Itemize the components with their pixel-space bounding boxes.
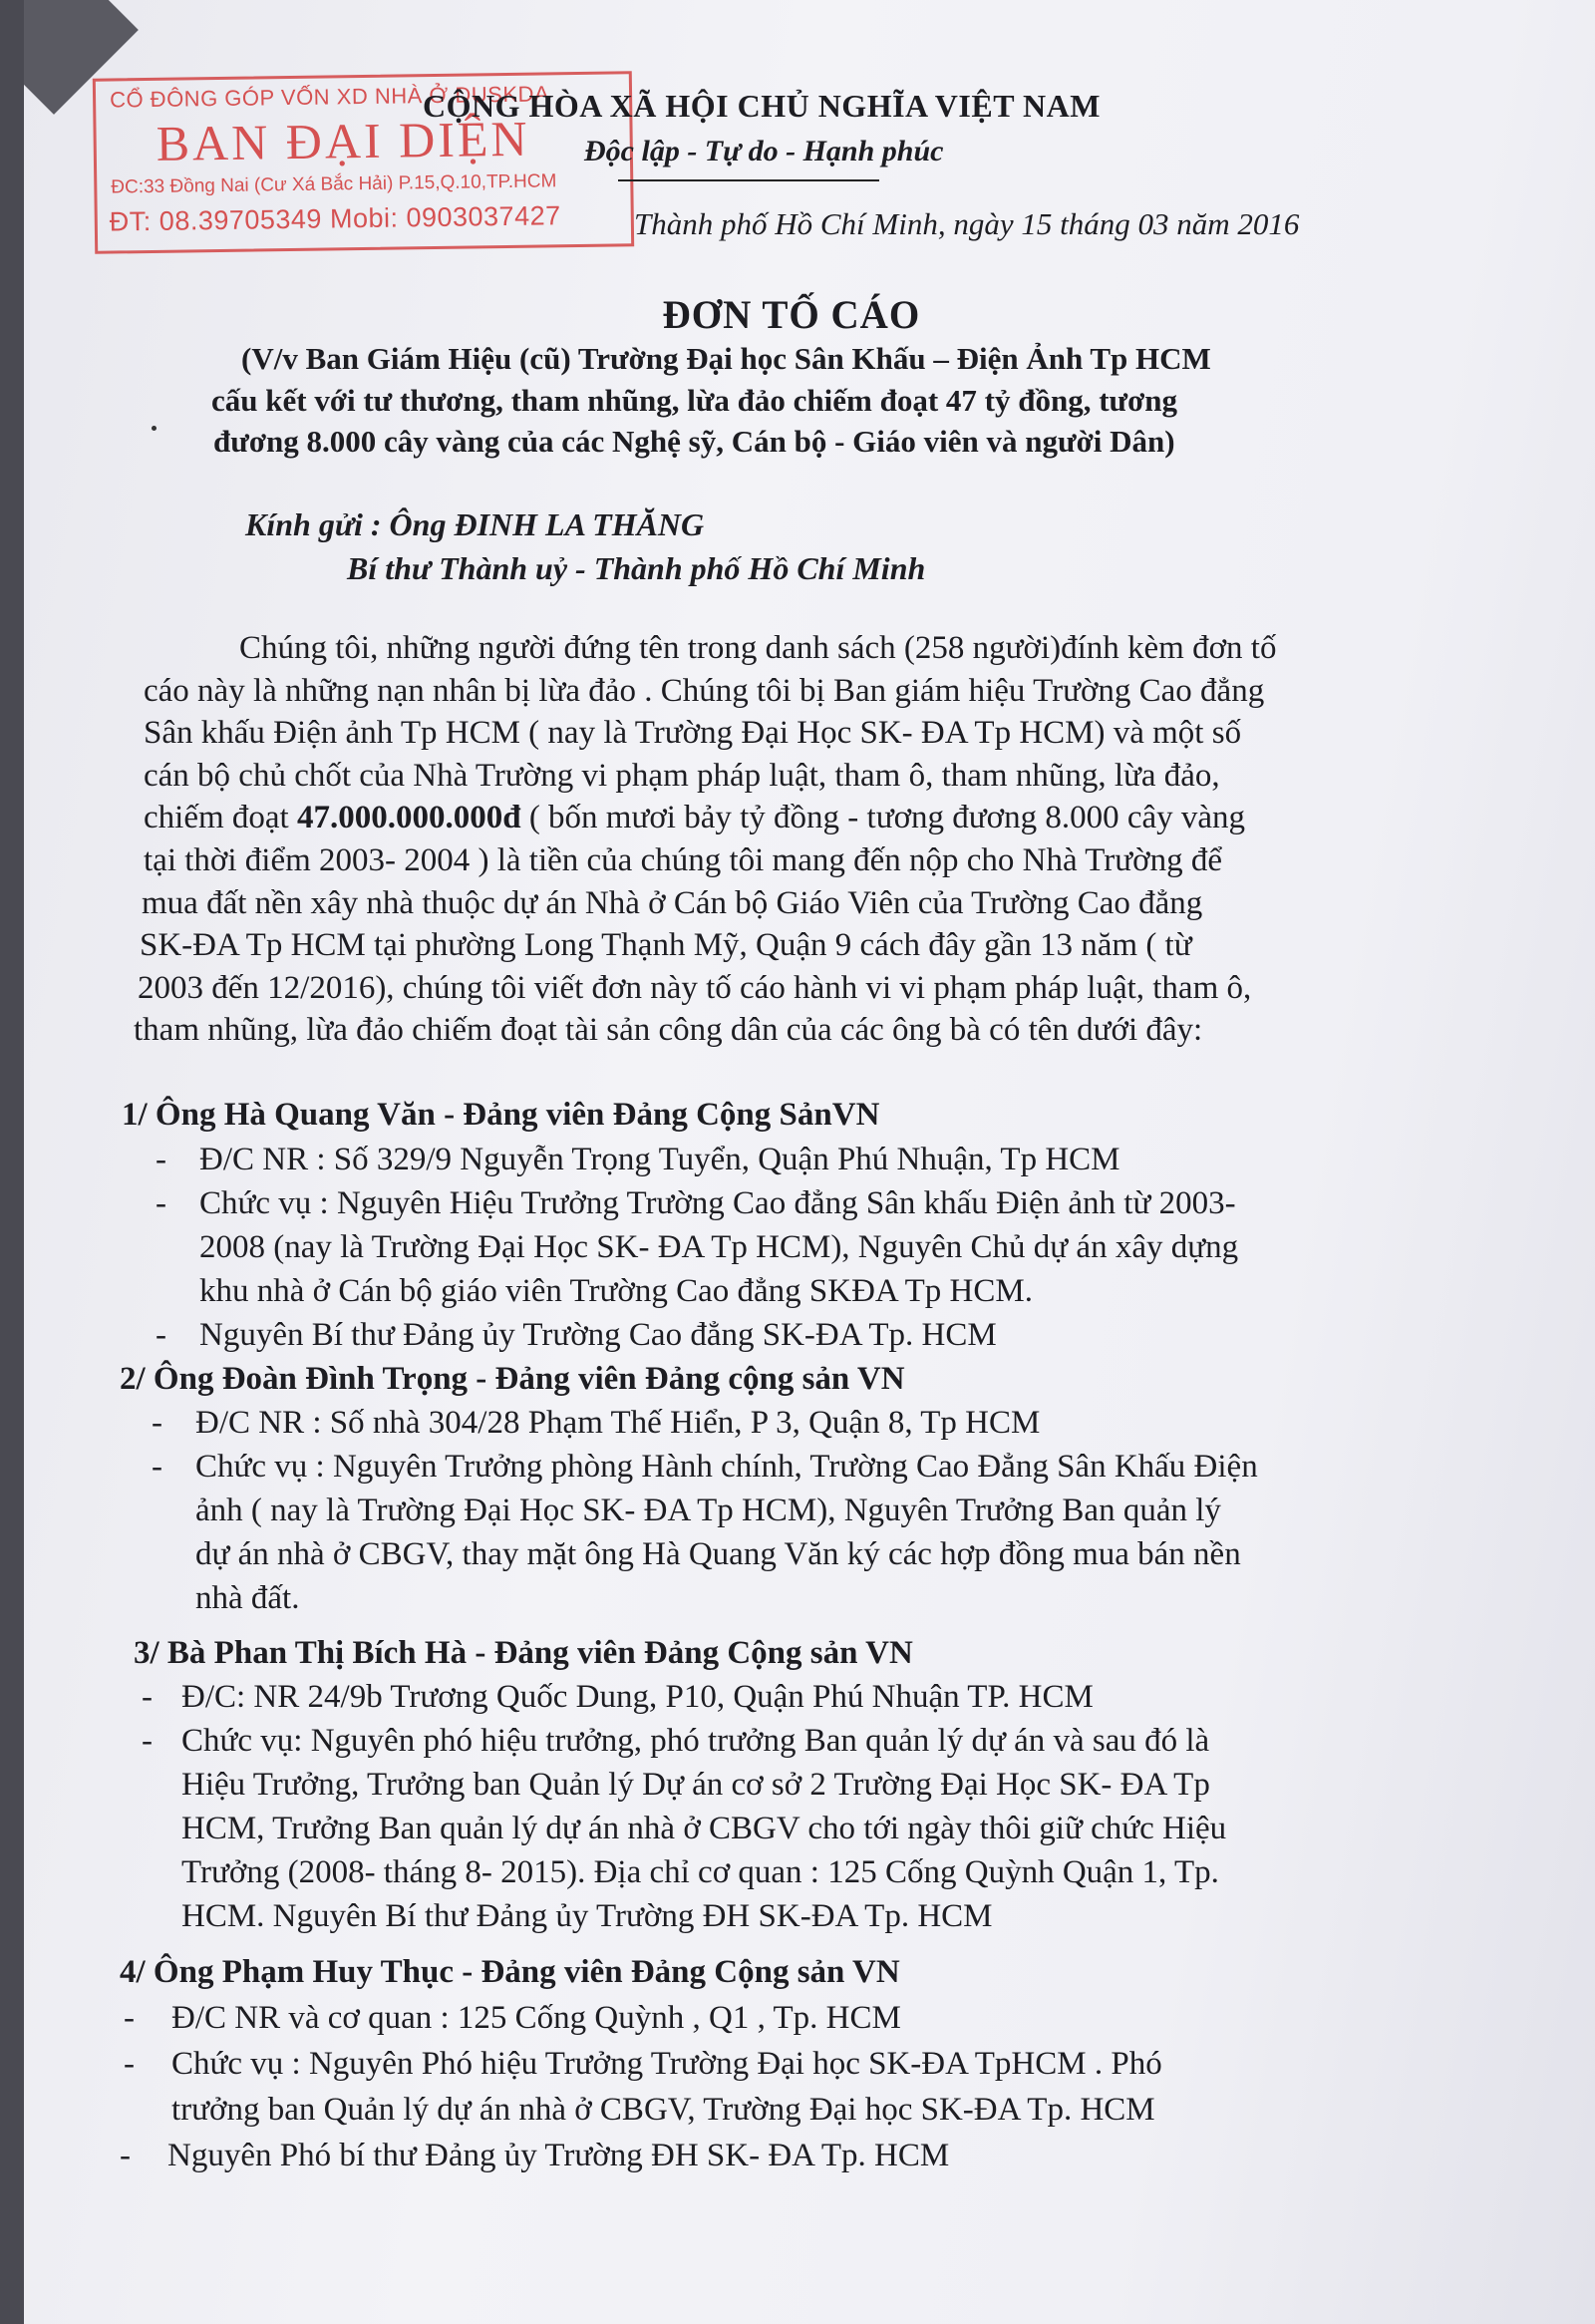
person-detail: Chức vụ : Nguyên Trưởng phòng Hành chính, Trường Cao Đẳng Sân Khấu Điện [195, 1449, 1258, 1485]
national-motto: Độc lập - Tự do - Hạnh phúc [584, 135, 944, 167]
person-detail: Đ/C NR : Số nhà 304/28 Phạm Thế Hiển, P 3, Quận 8, Tp HCM [195, 1405, 1041, 1441]
amount-bold: 47.000.000.000đ [296, 800, 521, 835]
person-detail: Chức vụ: Nguyên phó hiệu trưởng, phó trưởng Ban quản lý dự án và sau đó là [181, 1723, 1210, 1759]
bullet-dash: - [156, 1185, 166, 1221]
bullet-dash: - [156, 1317, 166, 1353]
bullet-dash: - [152, 1449, 162, 1485]
subject-line: đương 8.000 cây vàng của các Nghệ sỹ, Cán bộ - Giáo viên và người Dân) [213, 424, 1175, 459]
person-detail: Đ/C NR và cơ quan : 125 Cống Quỳnh , Q1 , Tp. HCM [171, 2000, 901, 2036]
person-detail: Đ/C NR : Số 329/9 Nguyễn Trọng Tuyển, Quận Phú Nhuận, Tp HCM [199, 1142, 1120, 1177]
person-detail: 2008 (nay là Trường Đại Học SK- ĐA Tp HCM), Nguyên Chủ dự án xây dựng [199, 1229, 1239, 1265]
dateline: Thành phố Hồ Chí Minh, ngày 15 tháng 03 năm 2016 [634, 206, 1300, 241]
body-line: tham nhũng, lừa đảo chiếm đoạt tài sản công dân của các ông bà có tên dưới đây: [134, 1012, 1203, 1048]
person-detail: Chức vụ : Nguyên Phó hiệu Trưởng Trường Đại học SK-ĐA TpHCM . Phó [171, 2046, 1162, 2082]
person-detail: nhà đất. [195, 1580, 300, 1616]
bullet-dash: - [142, 1679, 153, 1715]
national-title: CỘNG HÒA XÃ HỘI CHỦ NGHĨA VIỆT NAM [423, 88, 1101, 124]
body-line: cán bộ chủ chốt của Nhà Trường vi phạm pháp luật, tham ô, tham nhũng, lừa đảo, [144, 758, 1220, 794]
body-line: cáo này là những nạn nhân bị lừa đảo . Chúng tôi bị Ban giám hiệu Trường Cao đẳng [144, 673, 1265, 709]
body-line-amount: chiếm đoạt 47.000.000.000đ ( bốn mươi bảy tỷ đồng - tương đương 8.000 cây vàng [144, 800, 1246, 835]
recipient-line-2: Bí thư Thành uỷ - Thành phố Hồ Chí Minh [347, 550, 926, 586]
stamp-line-1: CỔ ĐÔNG GÓP VỐN XD NHÀ Ở DUSKDA [109, 81, 550, 113]
bullet-dash: - [152, 1405, 162, 1441]
person-detail: Hiệu Trưởng, Trưởng ban Quản lý Dự án cơ sở 2 Trường Đại Học SK- ĐA Tp [181, 1767, 1210, 1803]
person-detail: dự án nhà ở CBGV, thay mặt ông Hà Quang Văn ký các hợp đồng mua bán nền [195, 1536, 1241, 1572]
stray-mark [152, 426, 157, 431]
person-detail: ảnh ( nay là Trường Đại Học SK- ĐA Tp HCM), Nguyên Trưởng Ban quản lý [195, 1493, 1221, 1528]
bullet-dash: - [156, 1142, 166, 1177]
person-heading: 3/ Bà Phan Thị Bích Hà - Đảng viên Đảng Cộng sản VN [134, 1635, 913, 1671]
person-detail: HCM. Nguyên Bí thư Đảng ủy Trường ĐH SK-ĐA Tp. HCM [181, 1898, 993, 1934]
subject-line: (V/v Ban Giám Hiệu (cũ) Trường Đại học Sân Khấu – Điện Ảnh Tp HCM [241, 341, 1211, 376]
person-detail: trưởng ban Quản lý dự án nhà ở CBGV, Trường Đại học SK-ĐA Tp. HCM [171, 2092, 1155, 2128]
person-detail: Trưởng (2008- tháng 8- 2015). Địa chỉ cơ quan : 125 Cống Quỳnh Quận 1, Tp. [181, 1854, 1219, 1890]
stamp-phone: ĐT: 08.39705349 Mobi: 0903037427 [109, 200, 561, 237]
person-heading: 4/ Ông Phạm Huy Thục - Đảng viên Đảng Cộng sản VN [120, 1954, 900, 1990]
body-line: Sân khấu Điện ảnh Tp HCM ( nay là Trường Đại Học SK- ĐA Tp HCM) và một số [144, 715, 1242, 751]
person-detail: Đ/C: NR 24/9b Trương Quốc Dung, P10, Quận Phú Nhuận TP. HCM [181, 1679, 1094, 1715]
subject-line: cấu kết với tư thương, tham nhũng, lừa đảo chiếm đoạt 47 tỷ đồng, tương [211, 383, 1178, 418]
body-line: tại thời điểm 2003- 2004 ) là tiền của chúng tôi mang đến nộp cho Nhà Trường để [144, 842, 1223, 878]
bullet-dash: - [142, 1723, 153, 1759]
body-line: mua đất nền xây nhà thuộc dự án Nhà ở Cán bộ Giáo Viên của Trường Cao đẳng [142, 885, 1203, 921]
bullet-dash: - [124, 2000, 135, 2036]
person-heading: 2/ Ông Đoàn Đình Trọng - Đảng viên Đảng cộng sản VN [120, 1361, 905, 1397]
bullet-dash: - [120, 2138, 131, 2173]
document-page [24, 0, 1595, 2324]
person-detail: Chức vụ : Nguyên Hiệu Trưởng Trường Cao đẳng Sân khấu Điện ảnh từ 2003- [199, 1185, 1236, 1221]
body-line: Chúng tôi, những người đứng tên trong danh sách (258 người)đính kèm đơn tố [239, 630, 1277, 666]
document-title: ĐƠN TỐ CÁO [662, 292, 921, 337]
body-line: SK-ĐA Tp HCM tại phường Long Thạnh Mỹ, Quận 9 cách đây gần 13 năm ( từ [140, 927, 1192, 963]
person-heading: 1/ Ông Hà Quang Văn - Đảng viên Đảng Cộng SảnVN [122, 1097, 880, 1133]
stamp-address: ĐC:33 Đồng Nai (Cư Xá Bắc Hải) P.15,Q.10,TP.HCM [111, 170, 557, 198]
bullet-dash: - [124, 2046, 135, 2082]
body-line: 2003 đến 12/2016), chúng tôi viết đơn này tố cáo hành vi vi phạm pháp luật, tham ô, [138, 970, 1252, 1006]
person-detail: khu nhà ở Cán bộ giáo viên Trường Cao đẳng SKĐA Tp HCM. [199, 1273, 1033, 1309]
person-detail: Nguyên Bí thư Đảng ủy Trường Cao đẳng SK-ĐA Tp. HCM [199, 1317, 997, 1353]
stamp-line-2: BAN ĐẠI DIỆN [156, 110, 530, 171]
person-detail: HCM, Trưởng Ban quản lý dự án nhà ở CBGV cho tới ngày thôi giữ chức Hiệu [181, 1811, 1227, 1846]
motto-underline [618, 179, 879, 181]
person-detail: Nguyên Phó bí thư Đảng ủy Trường ĐH SK- ĐA Tp. HCM [167, 2138, 950, 2173]
recipient-line-1: Kính gửi : Ông ĐINH LA THĂNG [245, 506, 705, 542]
